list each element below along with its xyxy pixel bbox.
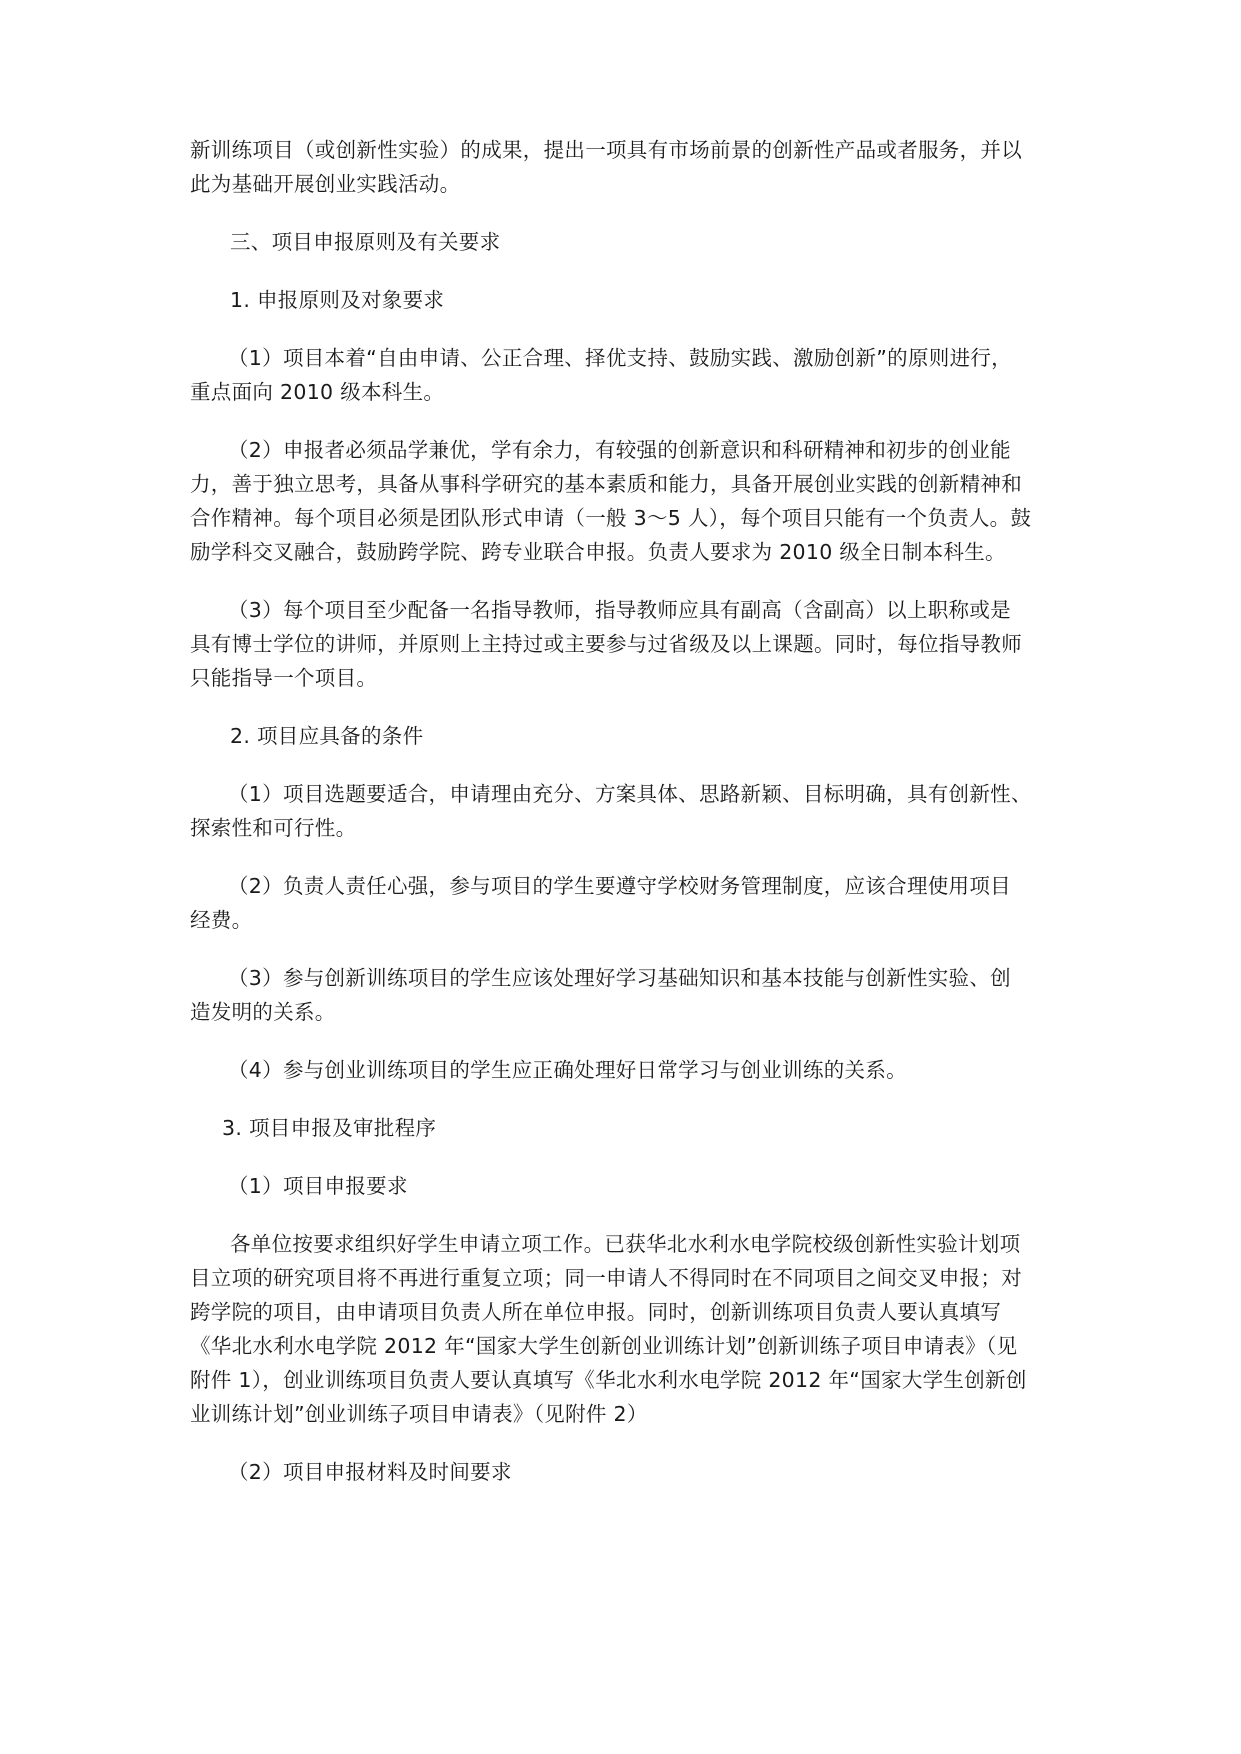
text-line: （3）参与创新训练项目的学生应该处理好学习基础知识和基本技能与创新性实验、创 [228, 966, 1011, 990]
subsection-heading: 3. 项目申报及审批程序 [222, 1116, 437, 1140]
text-line: 造发明的关系。 [190, 1000, 336, 1024]
text-line: 跨学院的项目，由申请项目负责人所在单位申报。同时，创新训练项目负责人要认真填写 [190, 1300, 1002, 1324]
text-line: （1）项目本着“自由申请、公正合理、择优支持、鼓励实践、激励创新”的原则进行， [228, 346, 1012, 370]
text-line: 目立项的研究项目将不再进行重复立项；同一申请人不得同时在不同项目之间交叉申报；对 [190, 1266, 1022, 1290]
sub-item-heading: （1）项目申报要求 [228, 1174, 408, 1198]
subsection-heading: 1. 申报原则及对象要求 [230, 288, 445, 312]
text-line: （4）参与创业训练项目的学生应正确处理好日常学习与创业训练的关系。 [228, 1058, 907, 1082]
text-line: （3）每个项目至少配备一名指导教师，指导教师应具有副高（含副高）以上职称或是 [228, 598, 1011, 622]
text-line: 经费。 [190, 908, 253, 932]
text-line: 新训练项目（或创新性实验）的成果，提出一项具有市场前景的创新性产品或者服务，并以 [190, 138, 1022, 162]
text-line: 《华北水利水电学院 2012 年“国家大学生创新创业训练计划”创新训练子项目申请表》（见 [190, 1334, 1018, 1358]
text-line: （1）项目选题要适合，申请理由充分、方案具体、思路新颖、目标明确，具有创新性、 [228, 782, 1032, 806]
text-line: 合作精神。每个项目必须是团队形式申请（一般 3～5 人），每个项目只能有一个负责人。鼓 [190, 506, 1032, 530]
text-line: 各单位按要求组织好学生申请立项工作。已获华北水利水电学院校级创新性实验计划项 [230, 1232, 1021, 1256]
text-line: 励学科交叉融合，鼓励跨学院、跨专业联合申报。负责人要求为 2010 级全日制本科生。 [190, 540, 1006, 564]
text-line: 重点面向 2010 级本科生。 [190, 380, 445, 404]
text-line: （2）申报者必须品学兼优，学有余力，有较强的创新意识和科研精神和初步的创业能 [228, 438, 1011, 462]
section-heading: 三、项目申报原则及有关要求 [230, 230, 501, 254]
text-line: 只能指导一个项目。 [190, 666, 378, 690]
text-line: 业训练计划”创业训练子项目申请表》（见附件 2） [190, 1402, 648, 1426]
text-line: 附件 1），创业训练项目负责人要认真填写《华北水利水电学院 2012 年“国家大学生创新创 [190, 1368, 1027, 1392]
text-line: 具有博士学位的讲师，并原则上主持过或主要参与过省级及以上课题。同时，每位指导教师 [190, 632, 1022, 656]
subsection-heading: 2. 项目应具备的条件 [230, 724, 424, 748]
text-line: 此为基础开展创业实践活动。 [190, 172, 461, 196]
text-line: 探索性和可行性。 [190, 816, 357, 840]
text-line: （2）负责人责任心强，参与项目的学生要遵守学校财务管理制度，应该合理使用项目 [228, 874, 1011, 898]
sub-item-heading: （2）项目申报材料及时间要求 [228, 1460, 512, 1484]
text-line: 力，善于独立思考，具备从事科学研究的基本素质和能力，具备开展创业实践的创新精神和 [190, 472, 1022, 496]
